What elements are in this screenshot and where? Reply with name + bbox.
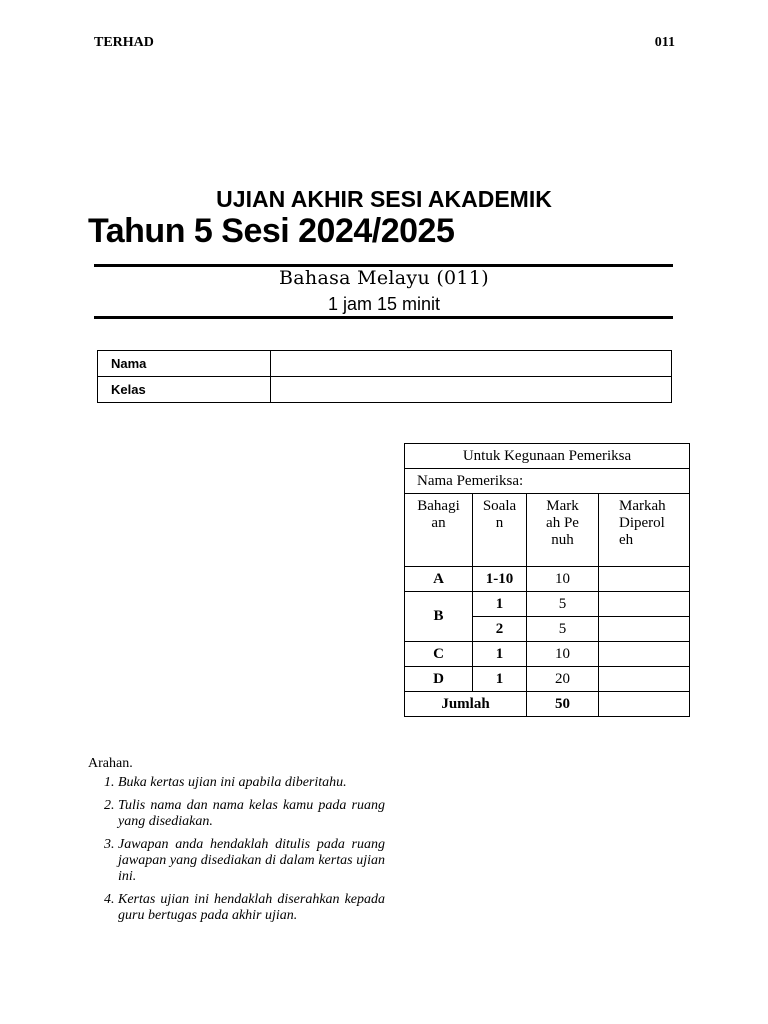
list-item: 4. Kertas ujian ini hendaklah diserahkan kepada guru bertugas pada akhir ujian. [118,892,385,924]
table-row [405,592,690,617]
obtained-marks-cell[interactable] [599,642,690,667]
list-item: 1. Buka kertas ujian ini apabila diberitahu. [118,775,385,791]
question-cell: 2 [473,617,527,642]
total-obtained-cell[interactable] [599,692,690,717]
question-cell: 1 [473,667,527,692]
section-cell: D [405,667,473,692]
exam-duration: 1 jam 15 minit [327,294,441,314]
table-row [405,642,690,667]
student-info-table [97,350,672,403]
full-marks-cell: 5 [527,592,599,617]
total-marks: 50 [527,692,599,717]
header-question: Soalan [473,494,527,567]
classification-label: TERHAD [94,35,154,50]
examiner-name-field[interactable]: Nama Pemeriksa: [405,469,690,494]
full-marks-cell: 5 [527,617,599,642]
table-row [405,444,690,469]
class-field[interactable] [271,377,672,403]
instructions-list [88,775,385,931]
full-marks-cell: 10 [527,642,599,667]
full-marks-cell: 10 [527,567,599,592]
table-header-row [405,494,690,567]
section-cell: C [405,642,473,667]
exam-title: UJIAN AKHIR SESI AKADEMIK [216,186,552,212]
table-row [405,469,690,494]
header-marks-obtained: Markah Diperoleh [599,494,690,567]
name-label: Nama [98,351,271,377]
question-cell: 1-10 [473,567,527,592]
obtained-marks-cell[interactable] [599,567,690,592]
total-label: Jumlah [405,692,527,717]
examiner-table-title: Untuk Kegunaan Pemeriksa [405,444,690,469]
section-cell: A [405,567,473,592]
header-section: Bahagian [405,494,473,567]
table-row [405,567,690,592]
list-item: 2. Tulis nama dan nama kelas kamu pada ruang yang disediakan. [118,798,385,830]
subject-title: Bahasa Melayu (011) [279,267,489,289]
name-field[interactable] [271,351,672,377]
exam-subtitle: Tahun 5 Sesi 2024/2025 [88,212,455,250]
question-cell: 1 [473,592,527,617]
bottom-rule [94,316,673,319]
obtained-marks-cell[interactable] [599,592,690,617]
question-cell: 1 [473,642,527,667]
table-row [405,692,690,717]
instructions-title: Arahan. [88,756,133,771]
examiner-table [404,443,690,717]
full-marks-cell: 20 [527,667,599,692]
section-cell: B [405,592,473,642]
list-item: 3. Jawapan anda hendaklah ditulis pada ruang jawapan yang disediakan di dalam kertas ujian ini. [118,837,385,885]
class-label: Kelas [98,377,271,403]
table-row [98,377,672,403]
paper-code: 011 [654,35,675,50]
obtained-marks-cell[interactable] [599,617,690,642]
header-full-marks: Markah Penuh [527,494,599,567]
table-row [98,351,672,377]
obtained-marks-cell[interactable] [599,667,690,692]
table-row [405,667,690,692]
